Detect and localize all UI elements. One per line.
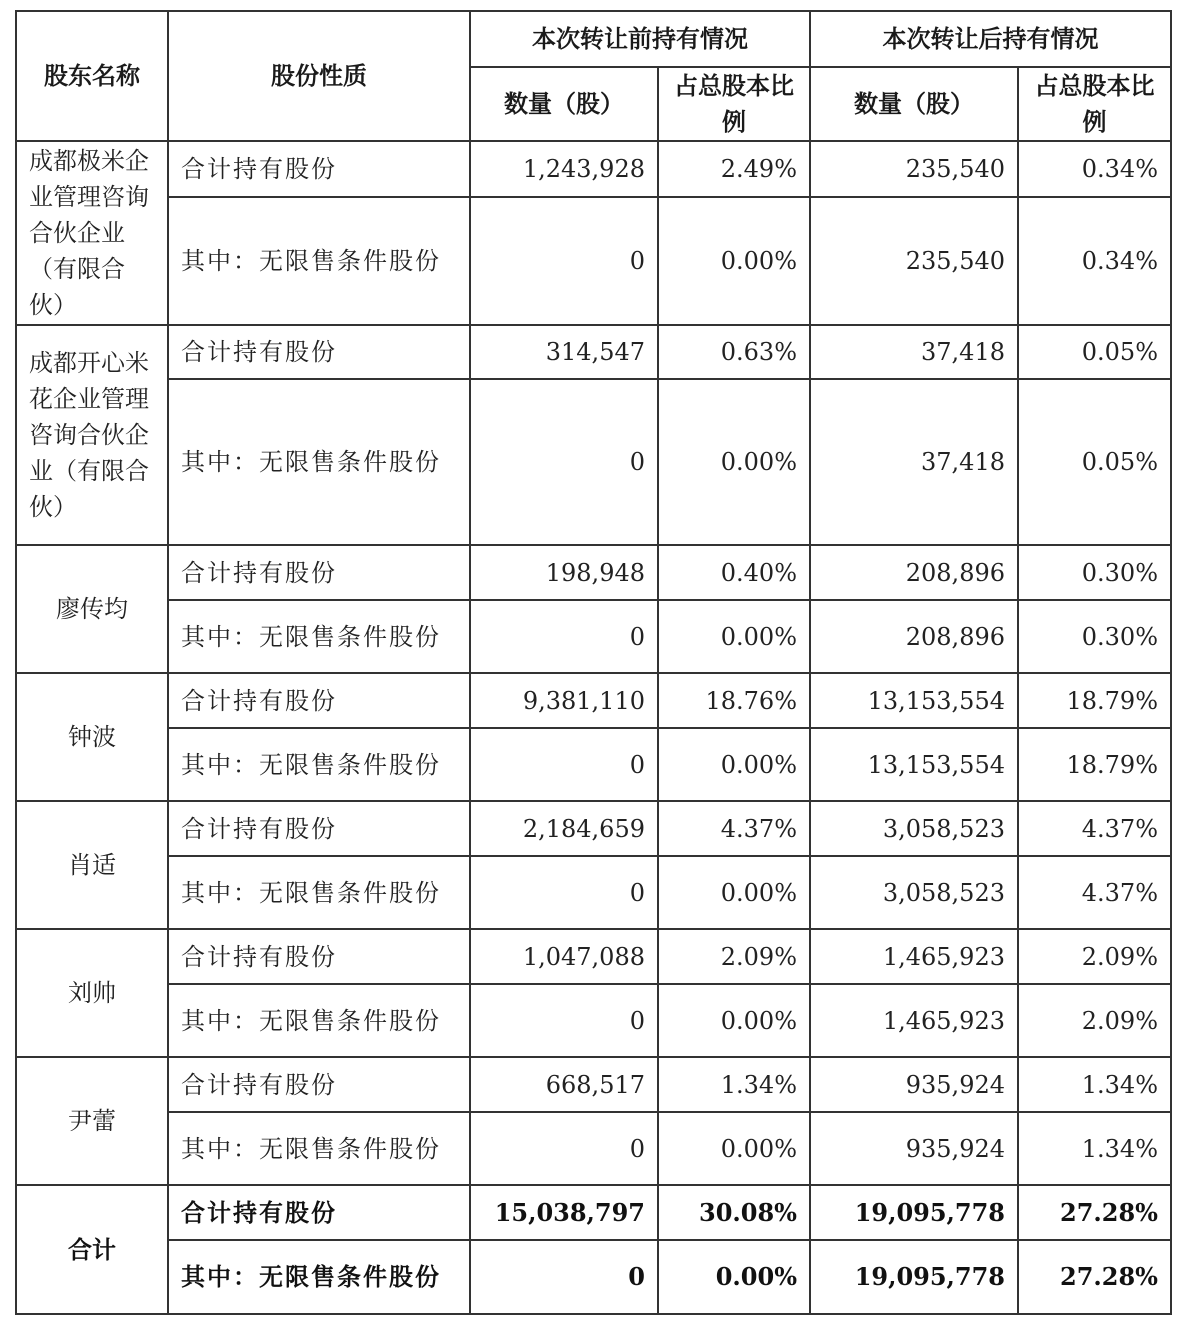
- before-quantity: 2,184,659: [470, 801, 658, 856]
- after-ratio: 27.28%: [1018, 1185, 1171, 1240]
- share-type-label: 合计持有股份: [168, 1057, 470, 1112]
- before-quantity: 0: [470, 984, 658, 1057]
- after-ratio: 1.34%: [1018, 1057, 1171, 1112]
- before-quantity: 0: [470, 1112, 658, 1185]
- share-type-label: 其中：无限售条件股份: [168, 197, 470, 325]
- before-quantity: 198,948: [470, 545, 658, 600]
- table-row: [16, 856, 1171, 929]
- before-ratio: 0.00%: [658, 1112, 810, 1185]
- before-quantity: 668,517: [470, 1057, 658, 1112]
- table-row: [16, 600, 1171, 673]
- after-quantity: 1,465,923: [810, 929, 1018, 984]
- after-ratio: 0.30%: [1018, 545, 1171, 600]
- before-quantity: 1,243,928: [470, 141, 658, 197]
- after-quantity: 13,153,554: [810, 728, 1018, 801]
- shareholder-name: 成都极米企业管理咨询合伙企业（有限合伙）: [16, 141, 168, 325]
- after-ratio: 0.30%: [1018, 600, 1171, 673]
- before-ratio: 0.00%: [658, 984, 810, 1057]
- share-type-label: 其中：无限售条件股份: [168, 1112, 470, 1185]
- shareholder-name: 廖传均: [16, 545, 168, 673]
- after-quantity: 208,896: [810, 545, 1018, 600]
- before-quantity: 0: [470, 197, 658, 325]
- table-row: [16, 929, 1171, 984]
- before-ratio: 2.09%: [658, 929, 810, 984]
- table-row: [16, 325, 1171, 379]
- share-type-label: 合计持有股份: [168, 801, 470, 856]
- after-quantity: 208,896: [810, 600, 1018, 673]
- share-type-label: 其中：无限售条件股份: [168, 600, 470, 673]
- after-ratio: 2.09%: [1018, 929, 1171, 984]
- after-quantity: 235,540: [810, 197, 1018, 325]
- before-ratio: 0.63%: [658, 325, 810, 379]
- share-type-label: 合计持有股份: [168, 929, 470, 984]
- header-before-ratio: 占总股本比例: [658, 67, 810, 141]
- after-ratio: 0.34%: [1018, 197, 1171, 325]
- before-ratio: 0.00%: [658, 197, 810, 325]
- after-ratio: 27.28%: [1018, 1240, 1171, 1314]
- before-quantity: 314,547: [470, 325, 658, 379]
- header-after-ratio: 占总股本比例: [1018, 67, 1171, 141]
- after-ratio: 0.05%: [1018, 379, 1171, 545]
- before-quantity: 0: [470, 379, 658, 545]
- before-ratio: 4.37%: [658, 801, 810, 856]
- share-type-label: 合计持有股份: [168, 141, 470, 197]
- shareholder-name: 肖适: [16, 801, 168, 929]
- share-type-label: 合计持有股份: [168, 673, 470, 728]
- share-type-label: 其中：无限售条件股份: [168, 728, 470, 801]
- after-ratio: 0.05%: [1018, 325, 1171, 379]
- share-type-label: 合计持有股份: [168, 1185, 470, 1240]
- total-row: [16, 1185, 1171, 1240]
- before-ratio: 0.00%: [658, 856, 810, 929]
- share-type-label: 其中：无限售条件股份: [168, 379, 470, 545]
- header-shareholder: 股东名称: [16, 11, 168, 141]
- after-quantity: 37,418: [810, 325, 1018, 379]
- before-ratio: 0.00%: [658, 600, 810, 673]
- before-ratio: 1.34%: [658, 1057, 810, 1112]
- share-type-label: 其中：无限售条件股份: [168, 984, 470, 1057]
- table-row: [16, 984, 1171, 1057]
- shareholder-name: 刘帅: [16, 929, 168, 1057]
- shareholder-name: 成都开心米花企业管理咨询合伙企业（有限合伙）: [16, 325, 168, 545]
- table-row: [16, 379, 1171, 545]
- before-quantity: 0: [470, 600, 658, 673]
- after-quantity: 235,540: [810, 141, 1018, 197]
- table-row: [16, 197, 1171, 325]
- after-ratio: 4.37%: [1018, 856, 1171, 929]
- before-quantity: 0: [470, 856, 658, 929]
- before-ratio: 2.49%: [658, 141, 810, 197]
- after-quantity: 37,418: [810, 379, 1018, 545]
- before-quantity: 9,381,110: [470, 673, 658, 728]
- before-ratio: 30.08%: [658, 1185, 810, 1240]
- before-quantity: 0: [470, 728, 658, 801]
- before-ratio: 0.00%: [658, 728, 810, 801]
- after-quantity: 3,058,523: [810, 856, 1018, 929]
- grand-total-label: 合计: [16, 1185, 168, 1314]
- after-quantity: 19,095,778: [810, 1185, 1018, 1240]
- after-ratio: 2.09%: [1018, 984, 1171, 1057]
- before-quantity: 15,038,797: [470, 1185, 658, 1240]
- share-type-label: 其中：无限售条件股份: [168, 856, 470, 929]
- after-quantity: 13,153,554: [810, 673, 1018, 728]
- table-row: [16, 728, 1171, 801]
- share-type-label: 其中：无限售条件股份: [168, 1240, 470, 1314]
- after-quantity: 19,095,778: [810, 1240, 1018, 1314]
- table-row: [16, 141, 1171, 197]
- share-type-label: 合计持有股份: [168, 545, 470, 600]
- before-quantity: 1,047,088: [470, 929, 658, 984]
- header-share-type: 股份性质: [168, 11, 470, 141]
- table-row: [16, 1112, 1171, 1185]
- after-ratio: 4.37%: [1018, 801, 1171, 856]
- after-ratio: 0.34%: [1018, 141, 1171, 197]
- header-after-quantity: 数量（股）: [810, 67, 1018, 141]
- table-row: [16, 1057, 1171, 1112]
- table-row: [16, 801, 1171, 856]
- shareholder-name: 钟波: [16, 673, 168, 801]
- before-ratio: 18.76%: [658, 673, 810, 728]
- after-ratio: 18.79%: [1018, 673, 1171, 728]
- after-quantity: 935,924: [810, 1112, 1018, 1185]
- after-quantity: 3,058,523: [810, 801, 1018, 856]
- after-quantity: 935,924: [810, 1057, 1018, 1112]
- header-after-transfer: 本次转让后持有情况: [810, 11, 1171, 67]
- after-ratio: 18.79%: [1018, 728, 1171, 801]
- table-row: [16, 673, 1171, 728]
- before-quantity: 0: [470, 1240, 658, 1314]
- shareholding-table: [15, 10, 1172, 1315]
- before-ratio: 0.00%: [658, 1240, 810, 1314]
- header-before-quantity: 数量（股）: [470, 67, 658, 141]
- table-row: [16, 545, 1171, 600]
- after-ratio: 1.34%: [1018, 1112, 1171, 1185]
- header-before-transfer: 本次转让前持有情况: [470, 11, 810, 67]
- total-row: [16, 1240, 1171, 1314]
- before-ratio: 0.40%: [658, 545, 810, 600]
- share-type-label: 合计持有股份: [168, 325, 470, 379]
- shareholder-name: 尹蕾: [16, 1057, 168, 1185]
- after-quantity: 1,465,923: [810, 984, 1018, 1057]
- before-ratio: 0.00%: [658, 379, 810, 545]
